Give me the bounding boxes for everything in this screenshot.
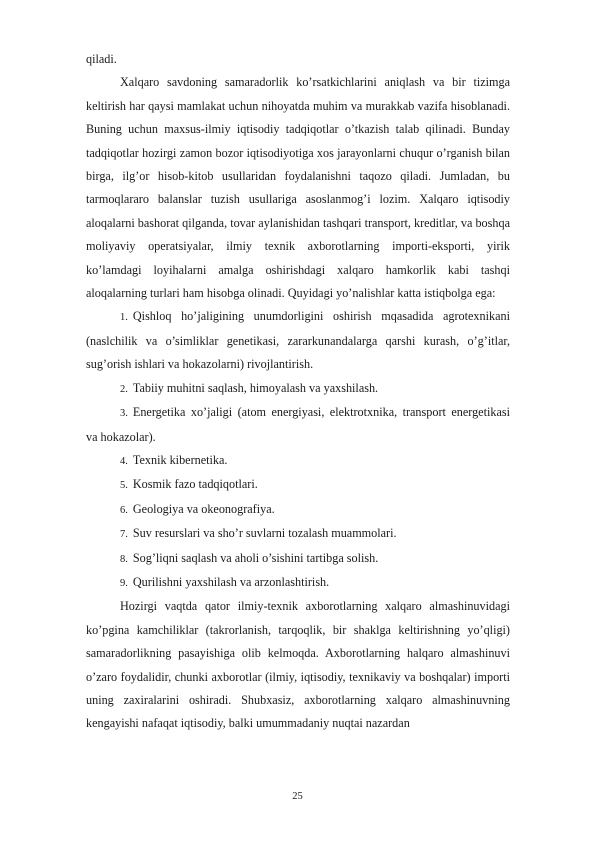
list-item <box>86 571 510 595</box>
page-number: 25 <box>292 791 303 802</box>
paragraph-intro: Xalqaro savdoning samaradorlik ko’rsatkichlarini aniqlash va bir tizimga keltirish har qaysi mamlakat uchun nihoyatda muhim va murakkab vazifa hisoblanadi. Buning uchun maxsus-ilmiy iqtisodiy tadqiqotlar o’tkazish talab qilinadi. Bunday tadqiqotlar hozirgi zamon bozor iqtisodiyotiga xos jarayonlarni chuqur o’rganish bilan birga, ilg’or hisob-kitob usullaridan foydalanishni taqozo qiladi. Jumladan, bu tarmoqlararo balanslar tuzish usullariga asoslanmog’i lozim. Xalqaro iqtisodiy aloqalarni bashorat qilganda, tovar aylanishidan tashqari transport, kreditlar, va boshqa moliyaviy operatsiyalar, ilmiy texnik axborotlarning importi-eksporti, yirik ko’lamdagi loyihalarni amalga oshirishdagi xalqaro hamkorlik kabi tashqi aloqalarning turlari ham hisobga olinadi. Quyidagi yo’nalishlar katta istiqbolga ega: <box>86 75 510 301</box>
list-item <box>86 522 510 546</box>
priority-list <box>86 305 510 595</box>
list-item <box>86 377 510 401</box>
lead-line: qiladi. <box>86 52 117 66</box>
paragraph-closing: Hozirgi vaqtda qator ilmiy-texnik axborotlarning xalqaro almashinuvidagi ko’pgina kamchiliklar (takrorlanish, tarqoqlik, bir shaklga keltirishning yo’qligi) samaradorlikning pasayishiga olib kelmoqda. Axborotlarning halqaro almashinuvi o’zaro foydalidir, chunki axborotlar (ilmiy, iqtisodiy, texnikaviy va boshqalar) importi uning zaxiralarini oshiradi. Shubxasiz, axborotlarning xalqaro almashinuvning kengayishi nafaqat iqtisodiy, balki umummadaniy nuqtai nazardan <box>86 599 510 731</box>
list-text: Texnik kibernetika. <box>132 452 228 467</box>
list-number: 1. <box>120 312 128 324</box>
list-item <box>86 401 510 449</box>
list-text: Suv resurslari va sho’r suvlarni tozalash muammolari. <box>132 526 397 541</box>
list-number: 8. <box>120 553 128 565</box>
list-text: Geologiya va okeonografiya. <box>132 501 275 516</box>
list-text: Tabiiy muhitni saqlash, himoyalash va yaxshilash. <box>132 380 379 395</box>
list-number: 2. <box>120 383 128 395</box>
list-text: Qishloq ho’jaligining unumdorligini oshirish mqasadida agrotexnikani (naslchilik va o’simliklar genetikasi, zararkunandalarga qarshi kurash, o’g’itlar, sug’orish ishlari va hokazolarni) rivojlantirish. <box>86 309 510 372</box>
list-text: Kosmik fazo tadqiqotlari. <box>132 477 258 492</box>
list-number: 9. <box>120 577 128 589</box>
list-item <box>86 449 510 473</box>
document-body <box>86 48 510 736</box>
list-number: 3. <box>120 408 128 420</box>
list-item <box>86 305 510 376</box>
list-number: 6. <box>120 504 128 516</box>
list-item <box>86 547 510 571</box>
list-text: Sog’liqni saqlash va aholi o’sishini tartibga solish. <box>132 550 379 565</box>
list-item <box>86 473 510 497</box>
list-text: Qurilishni yaxshilash va arzonlashtirish. <box>132 574 330 589</box>
list-item <box>86 498 510 522</box>
list-number: 5. <box>120 480 128 492</box>
list-number: 7. <box>120 529 128 541</box>
list-number: 4. <box>120 455 128 467</box>
list-text: Energetika xo’jaligi (atom energiyasi, elektrotxnika, transport energetikasi va hokazolar). <box>86 405 510 444</box>
